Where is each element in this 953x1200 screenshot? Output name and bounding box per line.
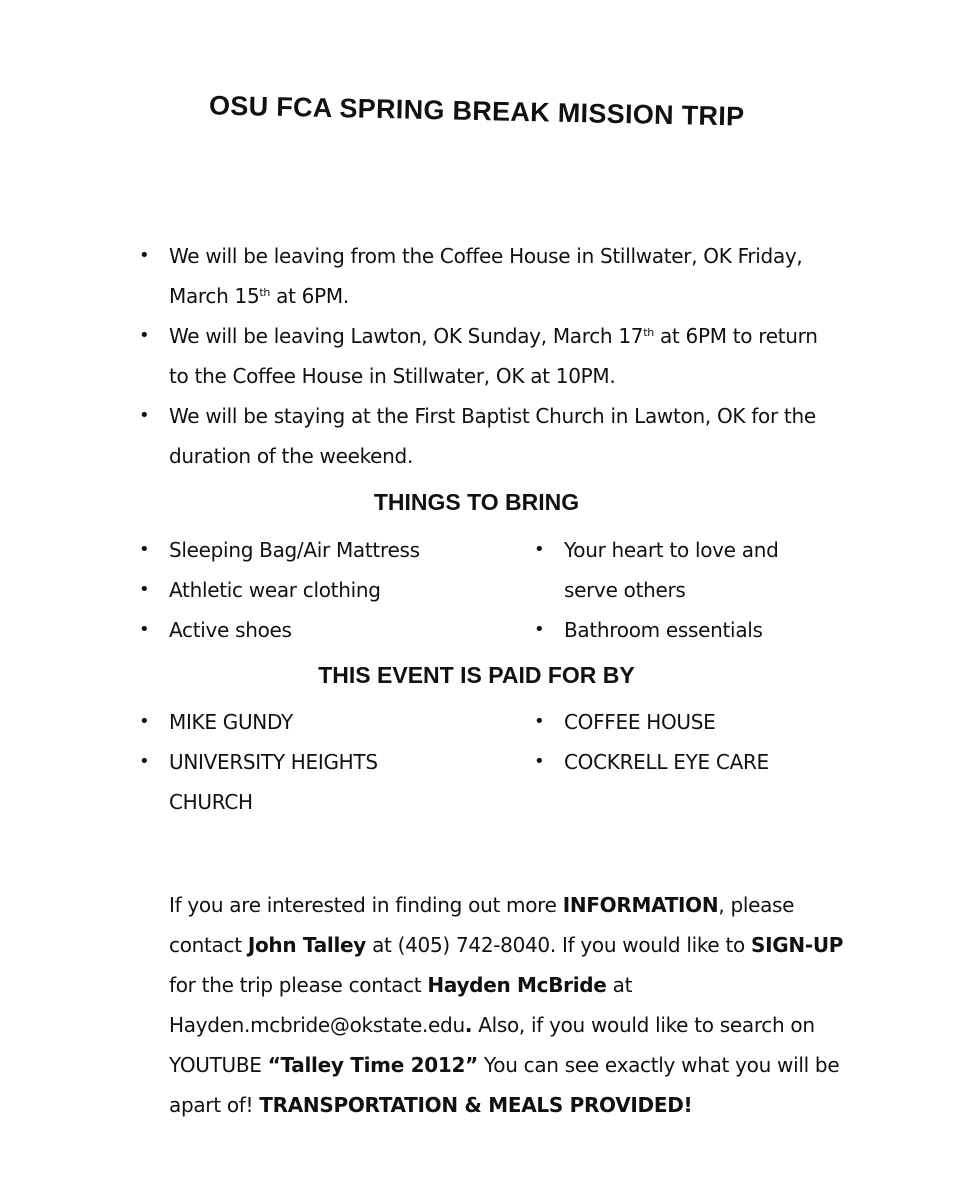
- bring-item: • Bathroom essentials: [534, 610, 834, 650]
- detail-leave-lawton: • We will be leaving Lawton, OK Sunday, March 17th at 6PM to return to the Coffee House in Stillwater, OK at 10PM.: [139, 316, 839, 396]
- contact-info-paragraph: If you are interested in finding out more INFORMATION, please contact John Talley at (405) 742-8040. If you would like to SIGN-UP for the trip please contact Hayden McBride at Hayden.mcbride@okstate.edu. Also, if you would like to search on YOUTUBE “Talley Time 2012” You can see exactly what you will be apart of! TRANSPORTATION & MEALS PROVIDED!: [169, 893, 844, 1117]
- sponsors-left: [139, 702, 439, 822]
- flyer-title: [0, 90, 953, 146]
- bring-item: • Active shoes: [139, 610, 499, 650]
- bring-item: • Sleeping Bag/Air Mattress: [139, 530, 499, 570]
- detail-staying: • We will be staying at the First Baptist Church in Lawton, OK for the duration of the weekend.: [139, 396, 839, 476]
- sponsor-item: • UNIVERSITY HEIGHTS CHURCH: [139, 742, 439, 822]
- detail-leave-stillwater: • We will be leaving from the Coffee House in Stillwater, OK Friday, March 15th at 6PM.: [139, 236, 839, 316]
- sponsors-right: [534, 702, 894, 782]
- things-to-bring-heading: THINGS TO BRING: [373, 489, 580, 515]
- things-to-bring-right: [534, 530, 834, 650]
- bring-item: • Your heart to love and serve others: [534, 530, 834, 610]
- sponsor-item: • COCKRELL EYE CARE: [534, 742, 894, 782]
- flyer-title-text: OSU FCA SPRING BREAK MISSION TRIP: [208, 90, 745, 132]
- bring-item: • Athletic wear clothing: [139, 570, 499, 610]
- paid-for-by-heading: THIS EVENT IS PAID FOR BY: [318, 662, 635, 688]
- trip-details-list: [139, 236, 839, 476]
- sponsor-item: • MIKE GUNDY: [139, 702, 439, 742]
- sponsor-item: • COFFEE HOUSE: [534, 702, 894, 742]
- things-to-bring-left: [139, 530, 499, 650]
